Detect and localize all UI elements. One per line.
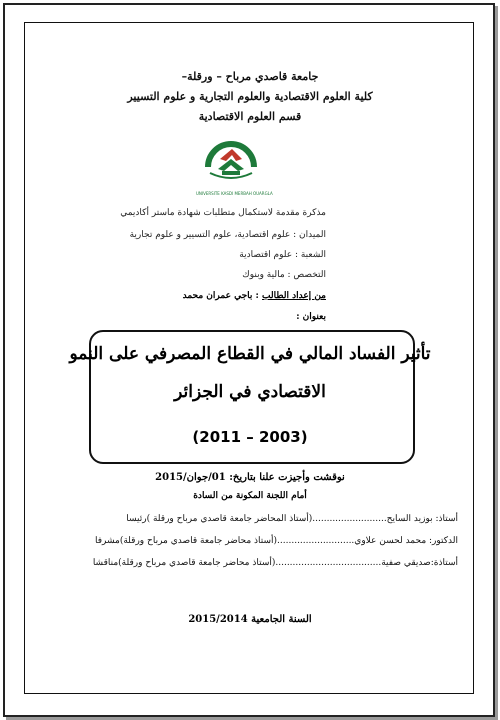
jury-member-examiner: أستاذة:صديقي صفية.....................................(أستاذ محاضر جامعة قاصدي مرباح ورقلة)مناقشا: [92, 558, 458, 568]
academic-year: السنة الجامعية 2015/2014: [188, 614, 312, 625]
jury-member-president: أستاذ: بوزيد السايح..........................(أستاذ المحاضر جامعة قاصدي مرباح ورقلة )رئيسا: [126, 514, 458, 524]
defense-date: نوقشت وأجيزت علنا بتاريخ: 01/جوان/2015: [155, 472, 345, 483]
title-label: بعنوان :: [296, 312, 326, 322]
logo-latin-text: UNIVERSITE KASDI MERBAH OUARGLA: [196, 191, 273, 196]
thesis-title-line-2: الاقتصادي في الجزائر: [174, 382, 326, 402]
university-name: جامعة قاصدي مرباح – ورقلة–: [181, 70, 319, 83]
faculty-name: كلية العلوم الاقتصادية والعلوم التجارية و علوم التسيير: [127, 90, 373, 103]
jury-member-supervisor: الدكتور: محمد لحسن علاوي...........................(أستاذ محاضر جامعة قاصدي مرباح ورقلة)مشرفا: [94, 536, 458, 546]
prepared-by-line: [0, 291, 326, 301]
department-name: قسم العلوم الاقتصادية: [198, 110, 302, 123]
thesis-period: (2011 – 2003): [192, 428, 308, 446]
thesis-title-line-1: تأثير الفساد المالي في القطاع المصرفي على النمو: [69, 344, 431, 364]
field-line: الميدان : علوم اقتصادية، علوم التسيير و علوم تجارية: [129, 230, 326, 240]
prepared-by-label: من إعداد الطالب: [262, 291, 326, 301]
committee-heading: أمام اللجنة المكونة من السادة: [193, 491, 307, 501]
specialty-line: التخصص : مالية وبنوك: [242, 270, 326, 280]
branch-line: الشعبة : علوم اقتصادية: [239, 250, 326, 260]
university-logo: [198, 133, 264, 191]
memo-statement: مذكرة مقدمة لاستكمال متطلبات شهادة ماستر أكاديمي: [120, 208, 326, 218]
student-name: : باجي عمران محمد: [182, 291, 259, 301]
